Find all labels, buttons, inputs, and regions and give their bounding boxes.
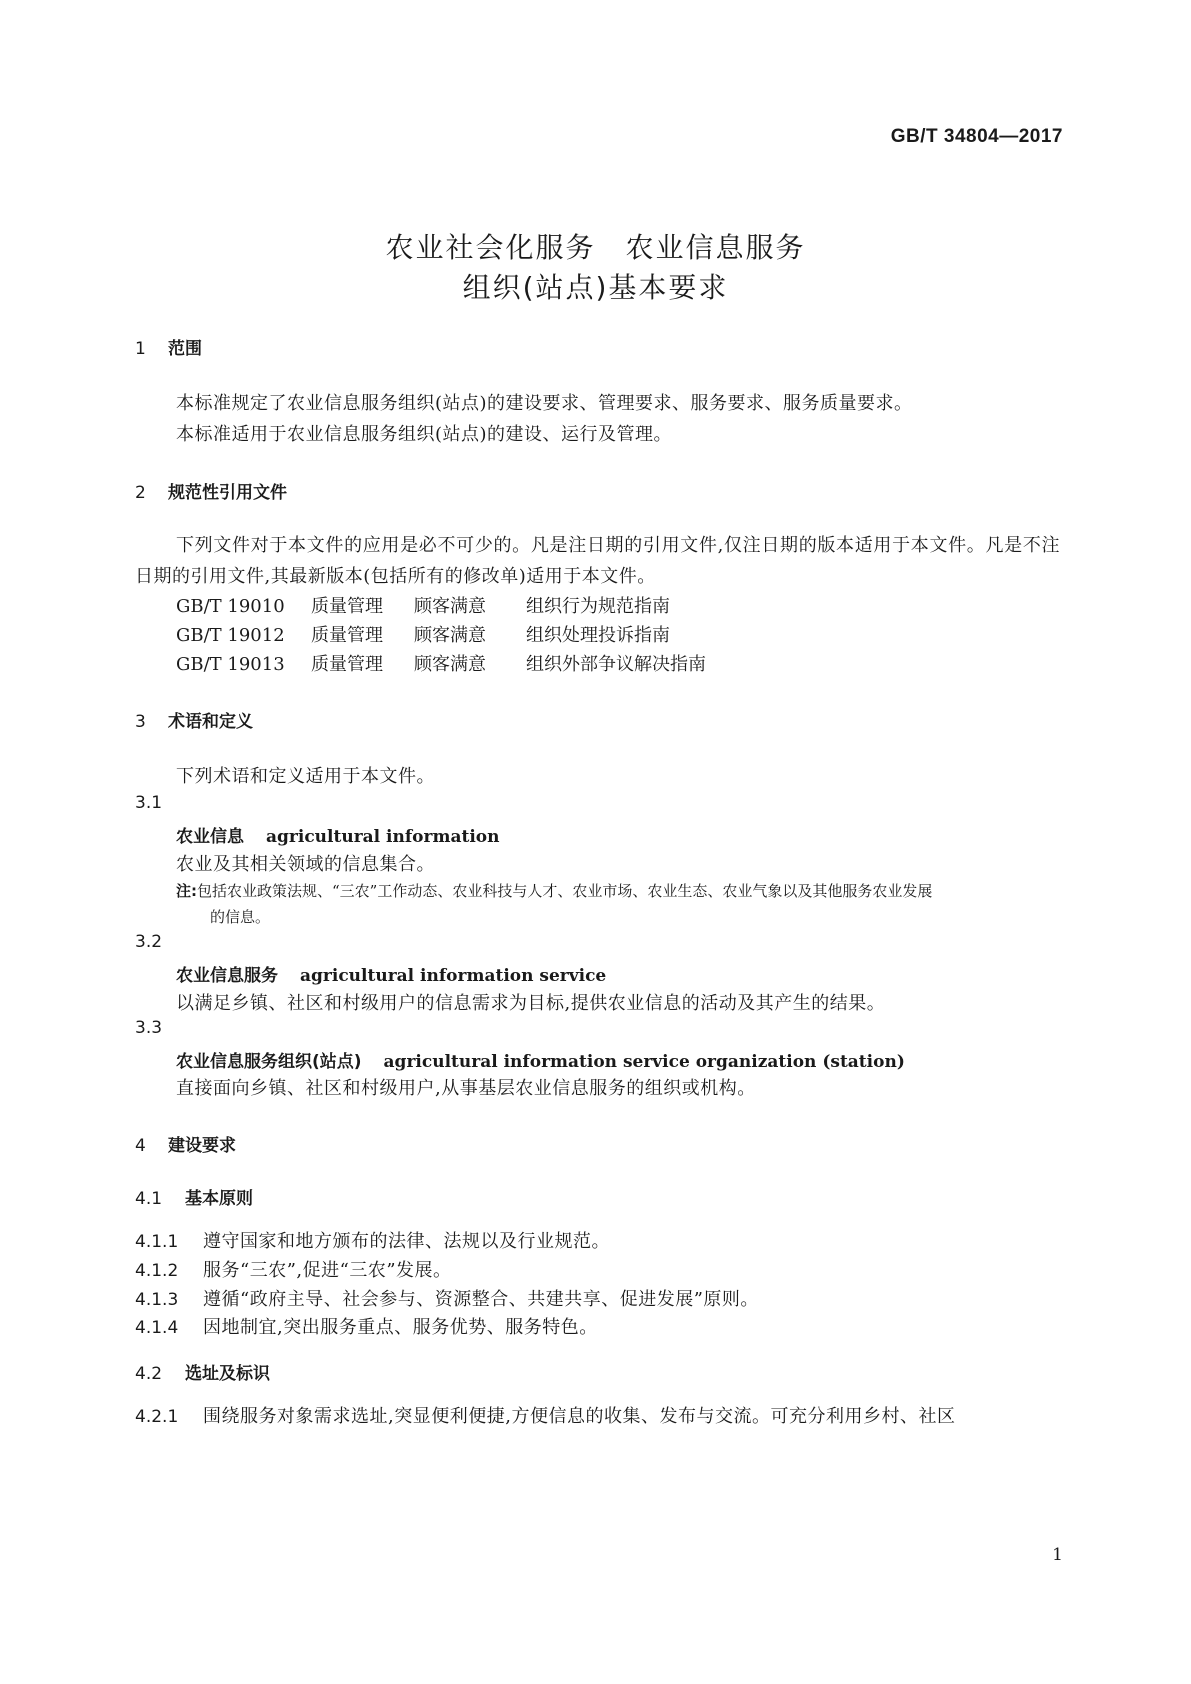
note-text-line2: 的信息。 xyxy=(210,908,271,926)
section-number: 4 xyxy=(135,1136,146,1156)
subsection-title: 选址及标识 xyxy=(185,1364,270,1384)
reference-code: GB/T 19013 xyxy=(176,654,285,675)
reference-item xyxy=(176,592,670,618)
term-note xyxy=(176,878,1061,930)
section-number: 3 xyxy=(135,712,146,732)
clause-item xyxy=(135,1313,598,1339)
standard-code: GB/T 34804—2017 xyxy=(890,126,1063,147)
section-number: 1 xyxy=(135,339,146,359)
term-definition: 直接面向乡镇、社区和村级用户,从事基层农业信息服务的组织或机构。 xyxy=(176,1078,756,1099)
term-zh: 农业信息 xyxy=(176,827,244,847)
document-title-line2: 组织(站点)基本要求 xyxy=(462,271,729,304)
term-zh: 农业信息服务 xyxy=(176,966,278,986)
section-title: 范围 xyxy=(168,339,202,359)
term-en: agricultural information xyxy=(266,827,500,847)
clause-number: 4.1.3 xyxy=(135,1290,179,1310)
section-title: 规范性引用文件 xyxy=(168,483,287,503)
clause-item xyxy=(135,1402,955,1428)
term-zh: 农业信息服务组织(站点) xyxy=(176,1052,362,1072)
term-name xyxy=(176,961,606,986)
term-number: 3.3 xyxy=(135,1018,163,1038)
section-1-heading xyxy=(135,334,202,359)
reference-part2: 顾客满意 xyxy=(414,596,486,617)
terms-intro-paragraph: 下列术语和定义适用于本文件。 xyxy=(176,766,435,787)
document-title-line1: 农业社会化服务 农业信息服务 xyxy=(385,231,806,264)
scope-paragraph-2: 本标准适用于农业信息服务组织(站点)的建设、运行及管理。 xyxy=(176,424,673,445)
reference-part1: 质量管理 xyxy=(311,596,383,617)
term-name xyxy=(176,1047,905,1072)
subsection-number: 4.2 xyxy=(135,1364,163,1384)
clause-item xyxy=(135,1256,452,1282)
term-name xyxy=(176,822,499,847)
reference-code: GB/T 19010 xyxy=(176,596,285,617)
term-number: 3.2 xyxy=(135,932,163,952)
section-3-heading xyxy=(135,707,253,732)
page-number: 1 xyxy=(1052,1545,1063,1565)
reference-part3: 组织外部争议解决指南 xyxy=(526,654,706,675)
clause-item xyxy=(135,1285,759,1311)
term-definition: 以满足乡镇、社区和村级用户的信息需求为目标,提供农业信息的活动及其产生的结果。 xyxy=(176,993,886,1014)
reference-part3: 组织行为规范指南 xyxy=(526,596,670,617)
reference-part1: 质量管理 xyxy=(311,654,383,675)
term-definition: 农业及其相关领域的信息集合。 xyxy=(176,854,435,875)
reference-part2: 顾客满意 xyxy=(414,654,486,675)
clause-text: 因地制宜,突出服务重点、服务优势、服务特色。 xyxy=(203,1317,598,1338)
clause-number: 4.2.1 xyxy=(135,1407,179,1427)
term-en: agricultural information service organization (station) xyxy=(383,1052,905,1072)
term-number: 3.1 xyxy=(135,793,163,813)
scope-paragraph-1: 本标准规定了农业信息服务组织(站点)的建设要求、管理要求、服务要求、服务质量要求。 xyxy=(176,393,913,414)
reference-part1: 质量管理 xyxy=(311,625,383,646)
reference-part2: 顾客满意 xyxy=(414,625,486,646)
note-text-line1: 包括农业政策法规、“三农”工作动态、农业科技与人才、农业市场、农业生态、农业气象以及其他服务农业发展 xyxy=(197,882,933,900)
clause-number: 4.1.1 xyxy=(135,1232,179,1252)
normative-references-paragraph: 下列文件对于本文件的应用是必不可少的。凡是注日期的引用文件,仅注日期的版本适用于本文件。凡是不注日期的引用文件,其最新版本(包括所有的修改单)适用于本文件。 xyxy=(135,535,1060,587)
section-2-heading xyxy=(135,478,287,503)
reference-item xyxy=(176,621,670,647)
reference-item xyxy=(176,650,706,676)
clause-text: 遵循“政府主导、社会参与、资源整合、共建共享、促进发展”原则。 xyxy=(203,1289,759,1310)
clause-number: 4.1.2 xyxy=(135,1261,179,1281)
section-title: 术语和定义 xyxy=(168,712,253,732)
section-number: 2 xyxy=(135,483,146,503)
clause-number: 4.1.4 xyxy=(135,1318,179,1338)
clause-item xyxy=(135,1227,610,1253)
term-en: agricultural information service xyxy=(300,966,607,986)
clause-text: 围绕服务对象需求选址,突显便利便捷,方便信息的收集、发布与交流。可充分利用乡村、社区 xyxy=(203,1406,956,1427)
clause-text: 遵守国家和地方颁布的法律、法规以及行业规范。 xyxy=(203,1231,610,1252)
subsection-4-2-heading xyxy=(135,1359,270,1384)
subsection-title: 基本原则 xyxy=(185,1189,253,1209)
subsection-4-1-heading xyxy=(135,1184,253,1209)
section-title: 建设要求 xyxy=(168,1136,236,1156)
reference-code: GB/T 19012 xyxy=(176,625,285,646)
reference-part3: 组织处理投诉指南 xyxy=(526,625,670,646)
note-label: 注: xyxy=(176,882,197,900)
section-4-heading xyxy=(135,1131,236,1156)
subsection-number: 4.1 xyxy=(135,1189,163,1209)
clause-text: 服务“三农”,促进“三农”发展。 xyxy=(203,1260,452,1281)
